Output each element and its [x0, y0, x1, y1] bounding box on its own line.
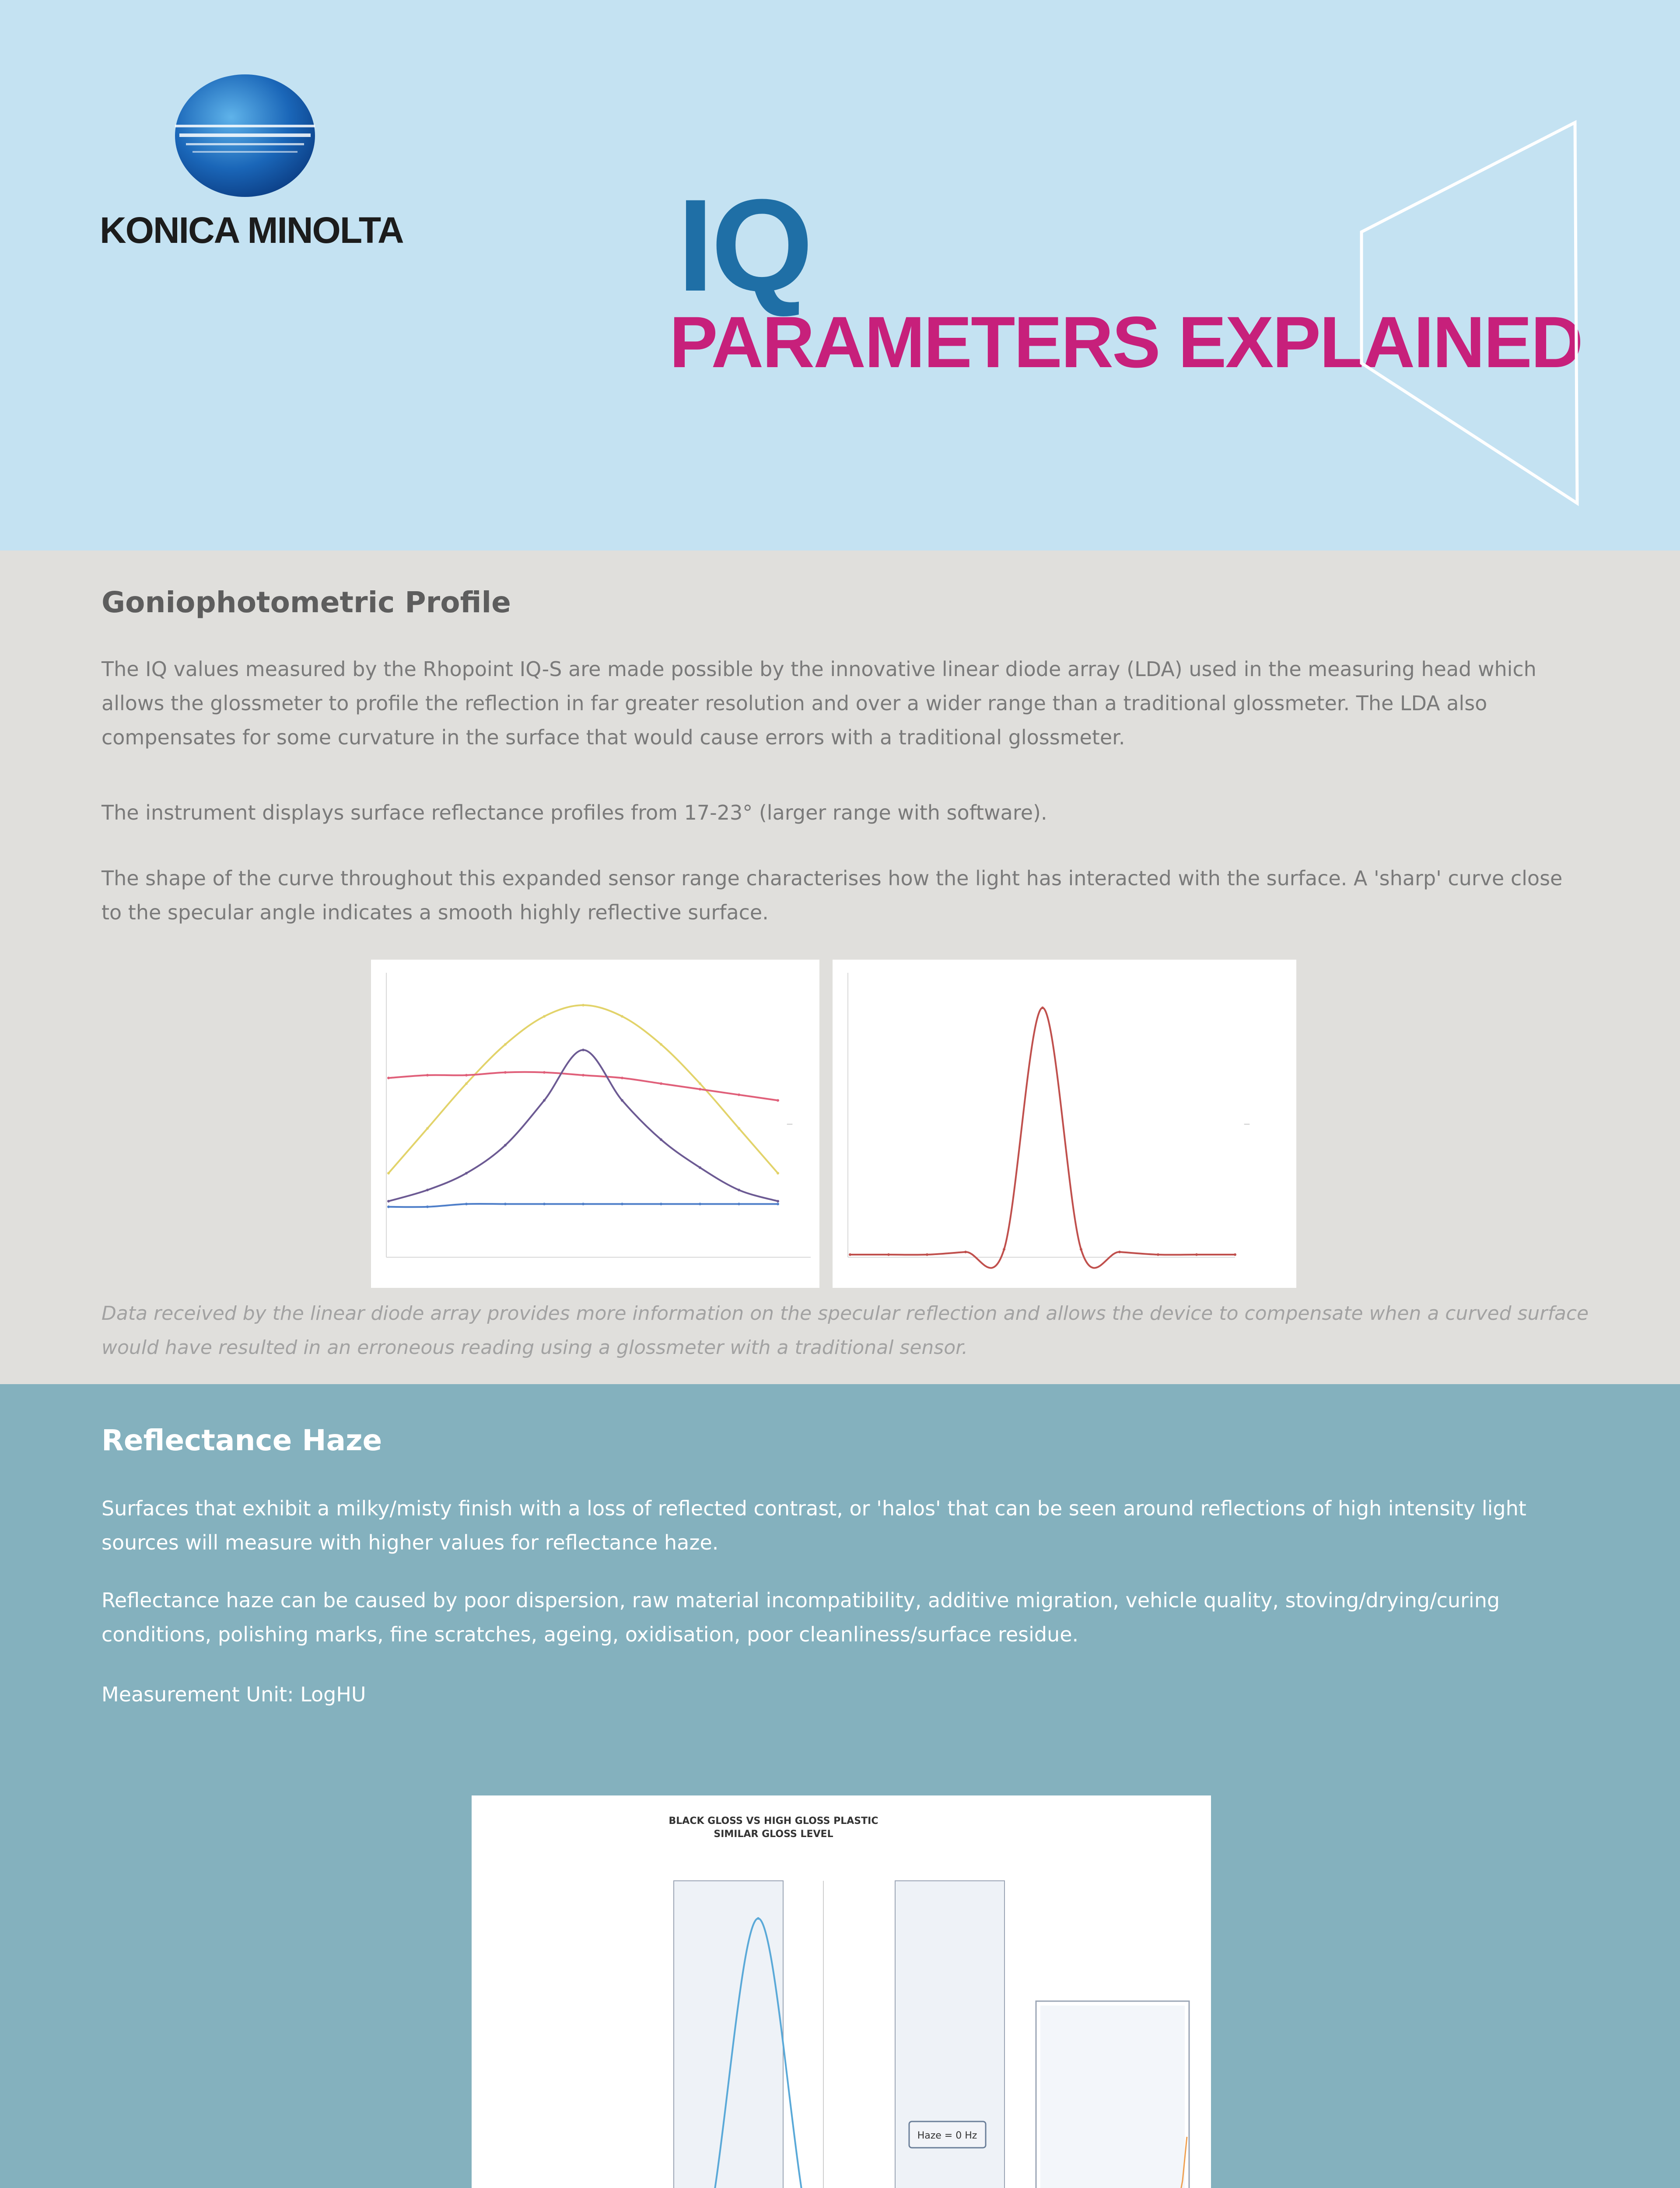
data-point-yellow-5	[582, 1004, 584, 1006]
data-point-purple-9	[738, 1189, 740, 1191]
chart-title-line-2: SIMILAR GLOSS LEVEL	[714, 1829, 833, 1840]
data-point-yellow-6	[621, 1015, 623, 1018]
haze-zone-left	[674, 1881, 783, 2188]
inset-closeup-area	[1040, 2006, 1185, 2188]
haze-chart-card	[472, 1795, 1211, 2188]
data-point-purple-0	[387, 1200, 390, 1203]
data-point-yellow-1	[426, 1127, 429, 1130]
brand-wordmark: KONICA MINOLTA	[100, 210, 403, 251]
haze-section	[0, 1384, 1680, 2188]
page-title-iq: IQ	[677, 172, 811, 319]
haze-heading: Reflectance Haze	[102, 1424, 382, 1457]
data-point-purple-10	[777, 1200, 779, 1203]
data-point-pink-7	[660, 1082, 662, 1085]
data-point-blue-8	[699, 1203, 701, 1205]
data-point-pink-9	[738, 1094, 740, 1096]
data-point-blue-6	[621, 1203, 623, 1205]
data-point-blue-7	[660, 1203, 662, 1205]
data-point-purple-6	[621, 1099, 623, 1102]
gonio-chart-card-multi	[371, 960, 819, 1288]
data-point-specular-5	[1041, 1006, 1044, 1009]
data-point-yellow-7	[660, 1043, 662, 1046]
data-point-pink-8	[699, 1088, 701, 1090]
data-point-specular-10	[1234, 1253, 1236, 1256]
data-point-yellow-10	[777, 1172, 779, 1175]
legend-hint: —	[787, 1121, 793, 1128]
data-point-blue-2	[465, 1203, 468, 1205]
series-line-purple	[388, 1050, 778, 1201]
data-point-specular-2	[926, 1253, 928, 1256]
data-point-blue-5	[582, 1203, 584, 1205]
data-point-yellow-3	[504, 1043, 507, 1046]
data-point-specular-9	[1195, 1253, 1198, 1256]
data-point-pink-10	[777, 1099, 779, 1102]
annotation-haze-low	[909, 2121, 986, 2148]
data-point-purple-2	[465, 1172, 468, 1175]
data-point-purple-3	[504, 1144, 507, 1147]
data-point-blue-9	[738, 1203, 740, 1205]
chart-title-line-1: BLACK GLOSS VS HIGH GLOSS PLASTIC	[668, 1816, 878, 1827]
page-subtitle: PARAMETERS EXPLAINED	[669, 302, 1582, 383]
data-point-pink-2	[465, 1074, 468, 1076]
data-point-yellow-4	[543, 1015, 546, 1018]
konica-minolta-logo-icon	[173, 72, 317, 199]
data-point-pink-1	[426, 1074, 429, 1076]
gonio-paragraph-2: The instrument displays surface reflectance profiles from 17-23° (larger range with software).	[102, 801, 1047, 824]
gonio-profile-chart-multi	[371, 960, 819, 1288]
data-point-purple-1	[426, 1189, 429, 1191]
gonio-caption: Data received by the linear diode array provides more information on the specular reflection and allows the device to compensate when a curved surface would have resulted in an erroneous reading using a glossmeter with a traditional sensor.	[102, 1302, 1589, 1359]
gonio-section	[0, 551, 1680, 1384]
glass-pane-decoration	[1356, 118, 1592, 512]
data-point-pink-3	[504, 1071, 507, 1074]
data-point-purple-5	[582, 1048, 584, 1051]
data-point-blue-3	[504, 1203, 507, 1205]
legend-hint: —	[1244, 1121, 1250, 1128]
gonio-profile-chart-specular	[833, 960, 1296, 1288]
data-point-blue-4	[543, 1203, 546, 1205]
haze-paragraph-2: Reflectance haze can be caused by poor dispersion, raw material incompatibility, additive migration, vehicle quality, stoving/drying/curing conditions, polishing marks, fine scratches, ageing, oxidisation, poor cleanliness/surface residue.	[102, 1588, 1500, 1646]
data-point-purple-7	[660, 1138, 662, 1141]
data-point-purple-8	[699, 1166, 701, 1169]
data-point-specular-4	[1003, 1248, 1005, 1251]
series-line-yellow	[388, 1005, 778, 1173]
data-point-yellow-2	[465, 1082, 468, 1085]
data-point-yellow-9	[738, 1127, 740, 1130]
gonio-heading: Goniophotometric Profile	[102, 586, 511, 619]
haze-paragraph-1: Surfaces that exhibit a milky/misty finish with a loss of reflected contrast, or 'halos' that can be seen around reflections of high intensity light sources will measure with higher values for reflectance haze.	[102, 1497, 1526, 1554]
header-band	[0, 0, 1680, 551]
gonio-chart-card-specular	[833, 960, 1296, 1288]
data-point-black-gloss-5	[757, 1917, 760, 1920]
svg-text:Haze = 0 Hz: Haze = 0 Hz	[917, 2130, 977, 2141]
data-point-blue-1	[426, 1206, 429, 1208]
data-point-yellow-0	[387, 1172, 390, 1175]
gonio-paragraph-3: The shape of the curve throughout this expanded sensor range characterises how the light has interacted with the surface. A 'sharp' curve close to the specular angle indicates a smooth highly reflective surface.	[102, 866, 1563, 924]
haze-comparison-chart	[472, 1795, 1211, 2188]
data-point-specular-1	[887, 1253, 890, 1256]
data-point-yellow-8	[699, 1082, 701, 1085]
data-point-purple-4	[543, 1099, 546, 1102]
data-point-pink-5	[582, 1074, 584, 1076]
series-line-specular	[850, 1008, 1235, 1268]
gonio-paragraph-1: The IQ values measured by the Rhopoint IQ-S are made possible by the innovative linear diode array (LDA) used in the measuring head which allows the glossmeter to profile the reflection in far greater resolution and over a wider range than a traditional glossmeter. The LDA also compensates for some curvature in the surface that would cause errors with a traditional glossmeter.	[102, 657, 1536, 749]
data-point-pink-0	[387, 1076, 390, 1079]
data-point-pink-6	[621, 1076, 623, 1079]
data-point-specular-7	[1118, 1251, 1121, 1253]
data-point-specular-3	[964, 1251, 967, 1253]
data-point-specular-6	[1080, 1248, 1082, 1251]
data-point-blue-10	[777, 1203, 779, 1205]
data-point-specular-8	[1157, 1253, 1159, 1256]
data-point-specular-0	[849, 1253, 851, 1256]
haze-paragraph-3: Measurement Unit: LogHU	[102, 1683, 366, 1706]
data-point-blue-0	[387, 1206, 390, 1208]
data-point-pink-4	[543, 1071, 546, 1074]
